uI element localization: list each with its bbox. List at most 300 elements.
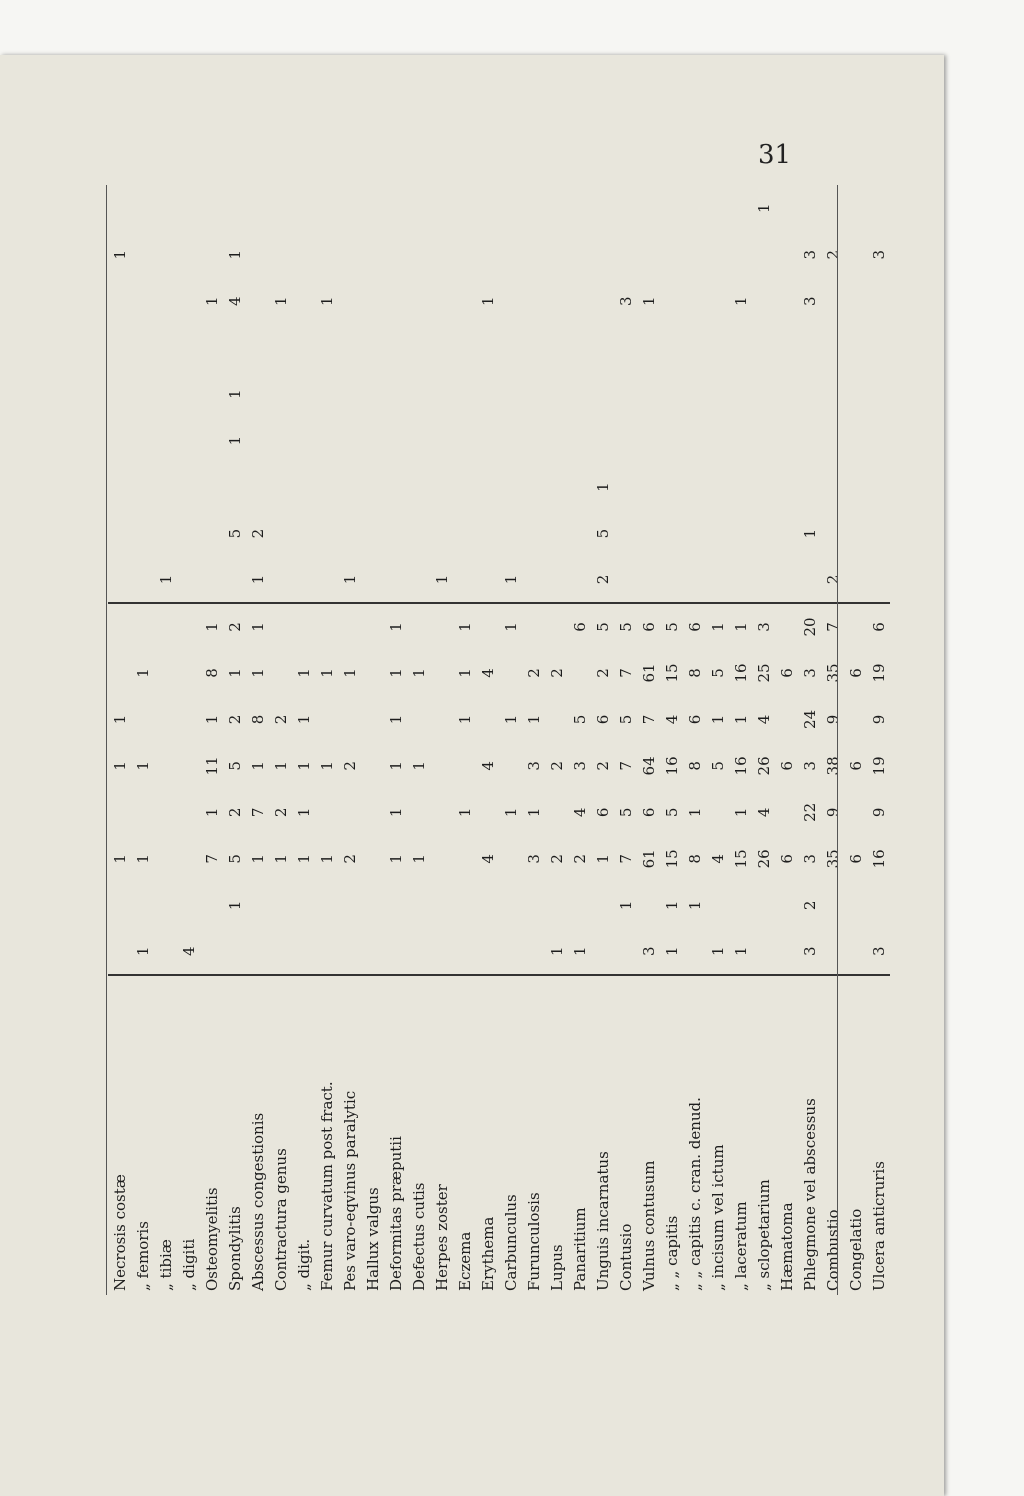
table-cell [867, 185, 890, 232]
table-cell: 6 [777, 668, 796, 678]
table-cell [108, 278, 131, 324]
table-cell [177, 464, 200, 510]
row-label: „ femoris [133, 1221, 152, 1291]
table-cell [545, 603, 568, 649]
table-cell [131, 510, 154, 556]
table-cell [729, 371, 752, 417]
table-cell [315, 882, 338, 928]
table-cell [637, 557, 660, 603]
table-cell: 2 [225, 622, 244, 632]
row-label: „ „ capitis [662, 1215, 681, 1291]
table-cell: 6 [685, 714, 704, 725]
table-cell [568, 185, 591, 232]
table-cell [614, 510, 637, 556]
table-cell: 3 [754, 622, 773, 632]
table-cell [798, 557, 821, 603]
table-cell [315, 603, 338, 649]
table-cell [729, 557, 752, 603]
table-cell: 4 [754, 714, 773, 725]
table-cell [614, 371, 637, 417]
row-label: Vulnus contusum [639, 1160, 658, 1291]
row-label: Panaritium [570, 1207, 589, 1291]
table-cell: 1 [409, 854, 428, 864]
row-label: „ laceratum [731, 1201, 750, 1291]
table-cell [568, 650, 591, 696]
table-cell [108, 789, 131, 835]
table-cell [614, 417, 637, 463]
table-cell: 3 [869, 249, 888, 260]
table-cell [453, 743, 476, 789]
table-cell [775, 557, 798, 603]
table-cell: 4 [662, 714, 681, 725]
table-cell [729, 882, 752, 928]
table-cell [384, 324, 407, 370]
table-cell [269, 464, 292, 510]
table-row [476, 185, 499, 1295]
table-cell [338, 696, 361, 742]
table-cell [338, 929, 361, 975]
table-cell [798, 417, 821, 463]
table-cell [499, 929, 522, 975]
table-cell: 19 [869, 756, 888, 776]
table-row [545, 185, 568, 1295]
table-cell [775, 324, 798, 370]
table-cell [775, 185, 798, 232]
table-cell: 1 [386, 622, 405, 632]
table-cell [407, 232, 430, 278]
row-label: Abscessus congestionis [248, 1112, 267, 1291]
table-cell [177, 510, 200, 556]
table-cell [706, 464, 729, 510]
table-cell [775, 464, 798, 510]
table-cell: 1 [660, 929, 683, 975]
table-cell [453, 836, 476, 882]
table-cell [476, 232, 499, 278]
table-cell [476, 557, 499, 603]
table-cell [844, 232, 867, 278]
table-cell [315, 232, 338, 278]
table-cell: 8 [685, 854, 704, 864]
table-cell [269, 603, 292, 649]
table-cell [568, 510, 591, 556]
table-cell [361, 696, 384, 742]
table-row [361, 185, 384, 1295]
table-cell [407, 882, 430, 928]
table-cell: 1 [271, 854, 290, 864]
table-cell [177, 324, 200, 370]
table-cell [361, 464, 384, 510]
table-cell [591, 417, 614, 463]
table-cell [522, 464, 545, 510]
table-cell: 6 [570, 622, 589, 632]
table-cell [154, 696, 177, 742]
table-cell [545, 882, 568, 928]
table-cell [798, 324, 821, 370]
table-cell: 1 [754, 203, 773, 214]
table-cell: 7 [616, 761, 635, 771]
table-cell [706, 510, 729, 556]
table-cell [361, 557, 384, 603]
table-cell [591, 278, 614, 324]
table-cell [223, 185, 246, 232]
table-cell [775, 278, 798, 324]
table-cell [752, 371, 775, 417]
table-cell [269, 417, 292, 463]
table-cell: 1 [386, 714, 405, 725]
table-cell: 2 [225, 714, 244, 725]
table-cell [361, 510, 384, 556]
table-cell: 1 [662, 900, 681, 911]
table-cell [315, 789, 338, 835]
table-cell [361, 882, 384, 928]
table-row [499, 185, 522, 1295]
table-top-rule [106, 185, 107, 1295]
table-cell [522, 232, 545, 278]
table-cell: 24 [800, 709, 819, 729]
table-cell [752, 278, 775, 324]
table-cell: 4 [478, 854, 497, 864]
table-cell: 4 [225, 296, 244, 306]
row-label: „ digiti [179, 1238, 198, 1291]
row-label: „ incisum vel ictum [708, 1144, 727, 1291]
table-cell [154, 324, 177, 370]
table-cell [269, 650, 292, 696]
table-cell: 15 [662, 849, 681, 869]
table-cell [614, 232, 637, 278]
table-cell [476, 185, 499, 232]
row-label: Hæmatoma [777, 1202, 796, 1291]
table-cell [292, 603, 315, 649]
table-cell [844, 929, 867, 975]
table-cell: 2 [593, 761, 612, 771]
table-cell: 1 [685, 900, 704, 911]
table-cell [637, 185, 660, 232]
table-cell [407, 417, 430, 463]
row-label: Eczema [455, 1231, 474, 1291]
table-cell [683, 557, 706, 603]
table-cell [108, 603, 131, 649]
table-cell: 9 [823, 714, 842, 725]
table-cell: 1 [800, 528, 819, 539]
table-cell: 1 [110, 249, 129, 260]
table-cell [154, 789, 177, 835]
table-cell [430, 371, 453, 417]
table-cell [292, 510, 315, 556]
table-cell: 5 [616, 807, 635, 818]
table-cell: 25 [754, 663, 773, 683]
table-cell: 64 [639, 756, 658, 776]
table-row [315, 185, 338, 1295]
table-cell: 4 [478, 668, 497, 678]
table-cell [292, 185, 315, 232]
row-label: „ tibiæ [156, 1239, 175, 1291]
table-cell: 22 [800, 802, 819, 822]
table-cell [499, 232, 522, 278]
table-cell [867, 278, 890, 324]
table-cell [591, 324, 614, 370]
table-cell [430, 650, 453, 696]
table-cell: 1 [386, 761, 405, 771]
table-cell: 1 [524, 714, 543, 725]
table-cell: 2 [800, 900, 819, 911]
table-cell [844, 185, 867, 232]
row-label: Unguis incarnatus [593, 1151, 612, 1291]
table-cell [522, 185, 545, 232]
table-row [614, 185, 637, 1295]
table-cell: 26 [754, 756, 773, 776]
table-cell: 5 [662, 807, 681, 818]
table-cell: 1 [246, 557, 269, 603]
table-cell [499, 278, 522, 324]
table-cell [361, 929, 384, 975]
table-cell [775, 696, 798, 742]
table-cell: 1 [294, 668, 313, 678]
table-cell: 38 [823, 756, 842, 776]
table-row [223, 185, 246, 1295]
table-cell [154, 743, 177, 789]
table-cell [476, 510, 499, 556]
table-cell [844, 510, 867, 556]
table-cell [315, 371, 338, 417]
table-cell [476, 882, 499, 928]
table-cell: 1 [731, 807, 750, 818]
table-cell [637, 324, 660, 370]
table-cell [338, 324, 361, 370]
table-cell [177, 185, 200, 232]
table-cell: 1 [501, 714, 520, 725]
table-cell: 8 [202, 668, 221, 678]
table-cell [844, 557, 867, 603]
table-cell [867, 371, 890, 417]
row-label: Phlegmone vel abscessus [800, 1098, 819, 1291]
table-cell [131, 603, 154, 649]
table-cell [154, 185, 177, 232]
table-row [821, 185, 844, 1295]
table-cell [545, 696, 568, 742]
table-cell [407, 464, 430, 510]
table-cell [407, 510, 430, 556]
table-cell [108, 650, 131, 696]
table-cell [545, 417, 568, 463]
table-cell [108, 464, 131, 510]
table-cell [430, 510, 453, 556]
table-cell [775, 417, 798, 463]
table-cell [269, 371, 292, 417]
table-cell [844, 882, 867, 928]
table-cell [292, 417, 315, 463]
table-cell: 1 [110, 761, 129, 771]
table-cell [177, 557, 200, 603]
table-cell: 7 [248, 807, 267, 818]
table-cell [292, 929, 315, 975]
table-cell [246, 324, 269, 370]
table-cell: 8 [685, 668, 704, 678]
table-cell [798, 464, 821, 510]
table-cell [844, 603, 867, 649]
table-cell [223, 324, 246, 370]
table-cell [384, 417, 407, 463]
table-cell [292, 324, 315, 370]
table-cell [660, 371, 683, 417]
table-cell [844, 696, 867, 742]
table-cell [752, 557, 775, 603]
table-row [131, 185, 154, 1295]
table-cell [568, 232, 591, 278]
table-cell: 5 [593, 622, 612, 632]
table-cell: 2 [823, 249, 842, 260]
table-cell: 5 [593, 528, 612, 539]
table-cell [867, 464, 890, 510]
table-cell: 1 [731, 296, 750, 306]
table-cell [223, 929, 246, 975]
table-cell: 7 [616, 668, 635, 678]
table-cell: 2 [524, 668, 543, 678]
table-cell [292, 882, 315, 928]
table-cell [154, 417, 177, 463]
table-cell: 1 [271, 761, 290, 771]
table-cell: 3 [798, 929, 821, 975]
table-cell [430, 929, 453, 975]
table-row [729, 185, 752, 1295]
table-cell [683, 185, 706, 232]
table-cell [246, 278, 269, 324]
table-cell [177, 417, 200, 463]
table-row [177, 185, 200, 1295]
table-cell [522, 510, 545, 556]
table-cell: 1 [294, 714, 313, 725]
table-cell [775, 232, 798, 278]
table-cell: 1 [729, 929, 752, 975]
table-cell: 6 [593, 807, 612, 818]
table-cell [361, 324, 384, 370]
table-cell [292, 232, 315, 278]
table-cell: 2 [271, 807, 290, 818]
table-cell [154, 464, 177, 510]
table-cell [706, 557, 729, 603]
table-cell [821, 882, 844, 928]
table-cell [246, 929, 269, 975]
table-cell [154, 836, 177, 882]
table-cell [637, 417, 660, 463]
table-cell [660, 557, 683, 603]
table-cell: 3 [524, 761, 543, 771]
table-cell: 1 [248, 668, 267, 678]
table-cell [430, 696, 453, 742]
table-cell [798, 371, 821, 417]
table-cell [476, 464, 499, 510]
table-cell [338, 603, 361, 649]
table-cell [154, 371, 177, 417]
table-cell [407, 278, 430, 324]
row-label: Hallux valgus [363, 1187, 382, 1291]
table-cell [338, 232, 361, 278]
row-label: Erythema [478, 1216, 497, 1291]
table-cell [154, 232, 177, 278]
table-cell: 6 [869, 622, 888, 632]
row-label: Carbunculus [501, 1194, 520, 1291]
table-cell [338, 882, 361, 928]
table-cell: 1 [340, 668, 359, 678]
table-cell: 7 [639, 714, 658, 725]
table-cell [867, 557, 890, 603]
table-cell: 8 [248, 714, 267, 725]
table-cell: 1 [386, 807, 405, 818]
table-cell [683, 510, 706, 556]
table-cell [131, 882, 154, 928]
table-cell: 1 [133, 761, 152, 771]
table-cell: 1 [455, 668, 474, 678]
table-cell [269, 882, 292, 928]
table-cell [108, 929, 131, 975]
table-cell [545, 185, 568, 232]
table-cell: 5 [225, 761, 244, 771]
table-cell [384, 371, 407, 417]
table-cell [821, 464, 844, 510]
table-cell [269, 929, 292, 975]
table-cell: 1 [294, 761, 313, 771]
table-cell: 5 [616, 714, 635, 725]
table-cell [545, 232, 568, 278]
table-cell [752, 510, 775, 556]
table-cell [660, 324, 683, 370]
table-cell [844, 278, 867, 324]
table-row [683, 185, 706, 1295]
table-cell [545, 464, 568, 510]
row-label: Herpes zoster [432, 1184, 451, 1291]
table-cell: 1 [409, 761, 428, 771]
table-cell [499, 650, 522, 696]
table-cell [177, 650, 200, 696]
table-cell [246, 371, 269, 417]
table-cell: 1 [248, 761, 267, 771]
table-cell [775, 510, 798, 556]
table-cell [660, 278, 683, 324]
table-cell: 9 [823, 807, 842, 818]
table-cell [407, 929, 430, 975]
table-cell: 16 [662, 756, 681, 776]
table-row [522, 185, 545, 1295]
table-cell [522, 929, 545, 975]
table-cell [591, 185, 614, 232]
table-cell [223, 464, 246, 510]
table-cell [177, 232, 200, 278]
table-cell [476, 696, 499, 742]
table-row [798, 185, 821, 1295]
table-cell [154, 929, 177, 975]
table-cell [361, 650, 384, 696]
table-cell: 1 [225, 389, 244, 399]
table-cell [269, 324, 292, 370]
table-cell [315, 464, 338, 510]
table-row [568, 185, 591, 1295]
table-cell: 1 [110, 714, 129, 725]
table-cell [476, 324, 499, 370]
table-cell [568, 278, 591, 324]
table-cell [706, 278, 729, 324]
table-cell [269, 557, 292, 603]
table-cell [706, 185, 729, 232]
table-cell [108, 417, 131, 463]
table-cell: 1 [317, 854, 336, 864]
table-cell: 1 [639, 296, 658, 306]
table-cell: 1 [593, 854, 612, 864]
table-cell: 2 [547, 854, 566, 864]
table-cell [775, 371, 798, 417]
table-cell [338, 510, 361, 556]
table-cell: 6 [593, 714, 612, 725]
table-row [154, 185, 177, 1295]
table-cell [821, 324, 844, 370]
